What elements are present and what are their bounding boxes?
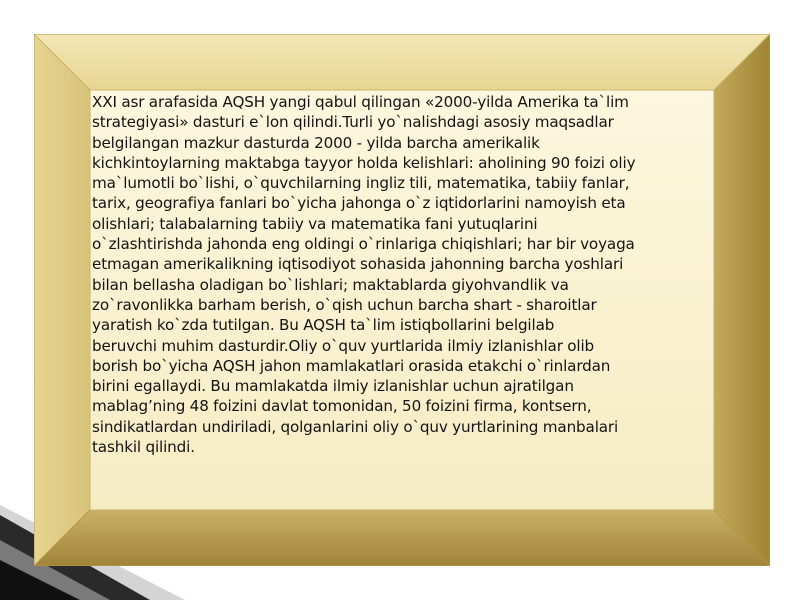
beveled-frame — [34, 34, 770, 566]
text-panel — [92, 92, 720, 512]
body-paragraph: XXI asr arafasida AQSH yangi qabul qilingan «2000-yilda Amerika ta`lim strategiyasi» dasturi e`lon qilindi.Turli yo`nalishdagi asosiy maqsadlar belgilangan mazkur dasturda 2000 - yilda barcha amerikalik kichkintoylarning maktabga tayyor holda kelishlari: aholining 90 foizi oliy ma`lumotli bo`lishi, o`quvchilarning ingliz tili, matematika, tabiiy fanlar, tarix, geografiya fanlari bo`yicha jahonga o`z iqtidorlarini namoyish eta olishlari; talabalarning tabiiy va matematika fani yutuqlarini o`zlashtirishda jahonda eng oldingi o`rinlariga chiqishlari; har bir voyaga etmagan amerikalikning iqtisodiyot sohasida jahonning barcha yoshlari bilan bellasha oladigan bo`lishlari; maktablarda giyohvandlik va zo`ravonlikka barham berish, o`qish uchun barcha shart - sharoitlar yaratish ko`zda tutilgan. Bu AQSH ta`lim istiqbollarini belgilab beruvchi muhim dasturdir.Oliy o`quv yurtlarida ilmiy izlanishlar olib borish bo`yicha AQSH jahon mamlakatlari orasida etakchi o`rinlardan birini egallaydi. Bu mamlakatda ilmiy izlanishlar uchun ajratilgan mablag’ning 48 foizini davlat tomonidan, 50 foizini firma, kontsern, sindikatlardan undiriladi, qolganlarini oliy o`quv yurtlarining manbalari tashkil qilindi. — [92, 93, 636, 457]
